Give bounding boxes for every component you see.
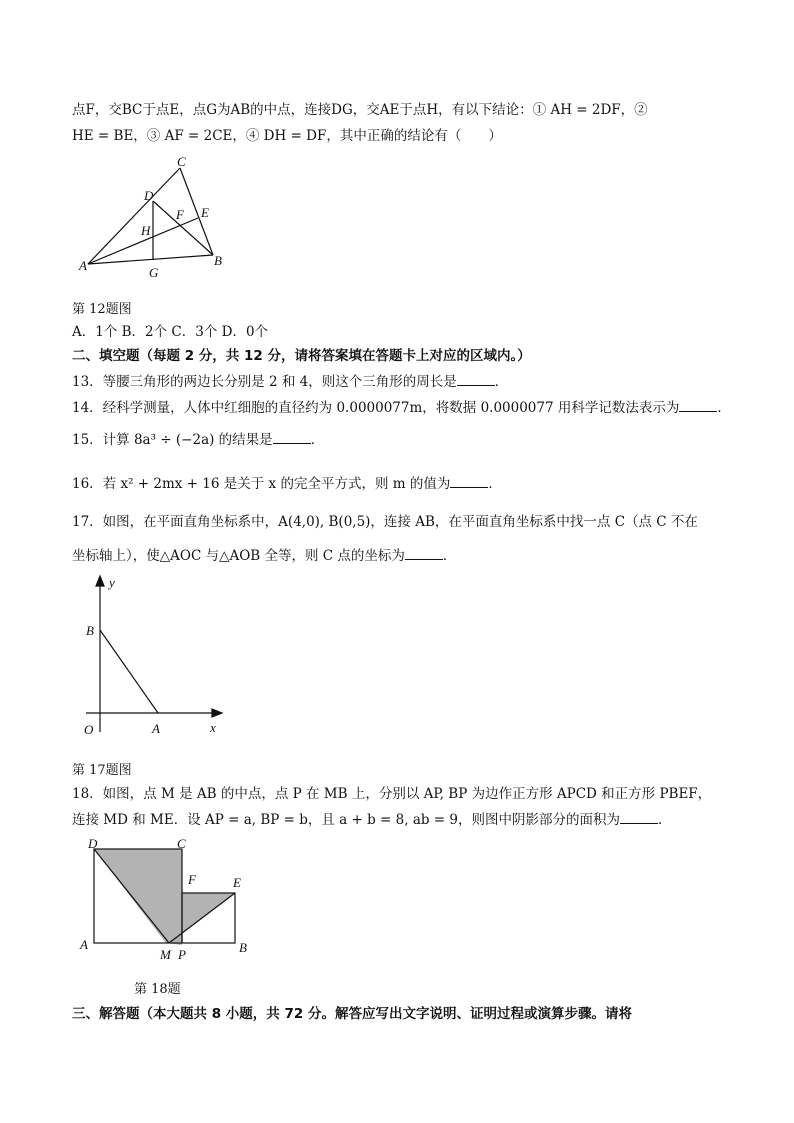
q15-text: 15．计算 8a³ ÷ (−2a) 的结果是	[72, 432, 273, 448]
q18-label-A: A	[80, 937, 88, 952]
q12-label-A: A	[79, 258, 87, 273]
q17-answer-blank[interactable]	[405, 547, 443, 560]
q18-label-M: M	[160, 947, 171, 962]
q16-end: ．	[488, 476, 502, 492]
q15-answer-blank[interactable]	[273, 431, 311, 444]
q18-label-D: D	[88, 836, 98, 851]
q12-stem-line2: HE = BE，③ AF = 2CE，④ DH = DF，其中正确的结论有（ ）	[72, 128, 502, 144]
q17-label-O: O	[84, 722, 94, 737]
q17-label-B: B	[86, 623, 94, 638]
q18-shaded-region-left	[94, 849, 182, 945]
q14-end: ．	[717, 400, 731, 416]
q15	[72, 428, 324, 448]
q18-line1: 18．如图，点 M 是 AB 的中点，点 P 在 MB 上，分别以 AP, BP 为边作正方形 APCD 和正方形 PBEF，	[72, 786, 712, 802]
q17-line1: 17．如图，在平面直角坐标系中，A(4,0), B(0,5)，连接 AB，在平面直角坐标系中找一点 C（点 C 不在	[72, 514, 698, 530]
q18-label-E: E	[233, 875, 241, 890]
q17-line2	[72, 544, 456, 564]
q18-line2	[72, 808, 672, 828]
q17-y-axis-arrow	[96, 576, 104, 586]
q17-figure-caption: 第 17题图	[72, 763, 132, 778]
q12-figure	[76, 156, 236, 281]
q17-label-A: A	[152, 721, 160, 736]
q18-text: 连接 MD 和 ME．设 AP = a, BP = b，且 a + b = 8, ab = 9，则图中阴影部分的面积为	[72, 812, 621, 828]
q15-end: ．	[310, 432, 325, 448]
q16	[72, 472, 502, 492]
q17-label-x: x	[210, 720, 216, 735]
q12-label-F: F	[176, 207, 184, 222]
q16-answer-blank[interactable]	[450, 475, 488, 488]
q12-options: A．1个 B．2个 C．3个 D．0个	[72, 324, 269, 340]
q13	[72, 370, 508, 390]
q18-label-F: F	[188, 872, 196, 887]
q12-label-G: G	[149, 265, 159, 280]
q18-end: ．	[658, 812, 672, 828]
q17-end: ．	[442, 548, 457, 564]
q17-x-axis-arrow	[212, 709, 222, 717]
q17-label-y: y	[109, 575, 115, 590]
q13-end: ．	[494, 374, 509, 390]
q12-label-D: D	[144, 188, 154, 203]
q18-label-B: B	[239, 940, 247, 955]
q13-answer-blank[interactable]	[457, 373, 495, 386]
q12-label-H: H	[141, 223, 151, 238]
q18-label-P: P	[178, 947, 186, 962]
q14-answer-blank[interactable]	[679, 399, 717, 412]
q17-text: 坐标轴上），使△AOC 与△AOB 全等，则 C 点的坐标为	[72, 548, 405, 564]
q17-segment-AB	[100, 630, 158, 713]
q12-figure-caption: 第 12题图	[72, 302, 132, 317]
q14-text: 14．经科学测量，人体中红细胞的直径约为 0.0000077m，将数据 0.0000077 用科学记数法表示为	[72, 400, 680, 416]
q18-figure	[78, 836, 258, 966]
q18-figure-caption: 第 18题	[134, 982, 181, 997]
q12-label-C: C	[177, 156, 186, 169]
q12-label-B: B	[214, 253, 222, 268]
q13-text: 13．等腰三角形的两边长分别是 2 和 4，则这个三角形的周长是	[72, 374, 457, 390]
q18-label-C: C	[177, 836, 186, 851]
q16-text: 16．若 x² + 2mx + 16 是关于 x 的完全平方式，则 m 的值为	[72, 476, 451, 492]
q17-figure	[76, 572, 236, 742]
q12-segment-AC	[88, 168, 180, 264]
q14	[72, 396, 731, 416]
q12-stem-line1: 点F，交BC于点E，点G为AB的中点，连接DG，交AE于点H，有以下结论：① AH = 2DF，②	[72, 102, 648, 118]
section2-heading: 二、填空题（每题 2 分，共 12 分，请将答案填在答题卡上对应的区域内。）	[72, 348, 531, 364]
q18-answer-blank[interactable]	[620, 811, 658, 824]
q12-label-E: E	[201, 205, 209, 220]
section3-heading: 三、解答题（本大题共 8 小题，共 72 分。解答应写出文字说明、证明过程或演算步骤。请将	[72, 1006, 632, 1022]
